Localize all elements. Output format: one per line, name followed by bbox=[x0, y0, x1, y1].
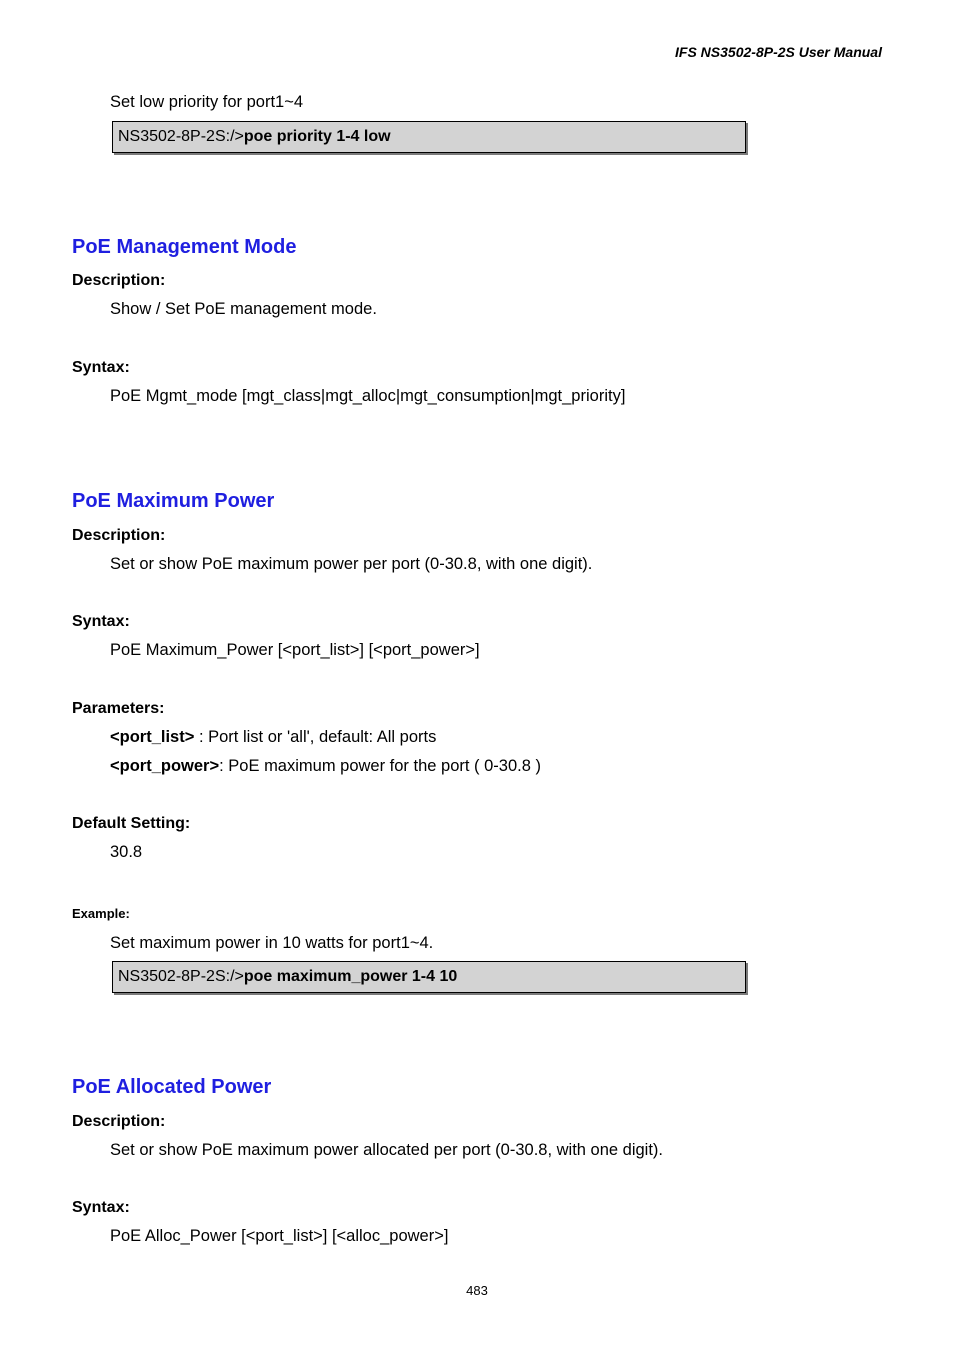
syntax-text: PoE Mgmt_mode [mgt_class|mgt_alloc|mgt_consumption|mgt_priority] bbox=[110, 387, 626, 405]
example-description: Set low priority for port1~4 bbox=[110, 93, 304, 111]
description-text: Set or show PoE maximum power per port (0-30.8, with one digit). bbox=[110, 555, 593, 573]
default-setting-label: Default Setting: bbox=[72, 815, 191, 832]
command-prompt: NS3502-8P-2S:/> bbox=[118, 968, 244, 985]
syntax-label: Syntax: bbox=[72, 359, 130, 376]
parameters-label: Parameters: bbox=[72, 700, 165, 717]
default-setting-value: 30.8 bbox=[110, 843, 143, 861]
description-label: Description: bbox=[72, 1113, 166, 1130]
parameter-name: <port_list> bbox=[110, 728, 195, 746]
syntax-text: PoE Maximum_Power [<port_list>] [<port_power>] bbox=[110, 641, 480, 659]
command-text: poe maximum_power 1-4 10 bbox=[243, 968, 458, 985]
page-number: 483 bbox=[466, 1283, 488, 1298]
syntax-label: Syntax: bbox=[72, 613, 130, 630]
parameter-port-power bbox=[110, 757, 541, 776]
description-text: Set or show PoE maximum power allocated per port (0-30.8, with one digit). bbox=[110, 1141, 664, 1159]
section-heading-maximum-power: PoE Maximum Power bbox=[72, 490, 275, 512]
description-label: Description: bbox=[72, 272, 166, 289]
parameter-port-list bbox=[110, 728, 436, 747]
command-box bbox=[112, 961, 746, 993]
syntax-label: Syntax: bbox=[72, 1199, 130, 1216]
example-label: Example: bbox=[72, 906, 130, 921]
command-box bbox=[112, 121, 746, 153]
section-heading-management-mode: PoE Management Mode bbox=[72, 236, 297, 258]
command-prompt: NS3502-8P-2S:/> bbox=[118, 128, 244, 145]
section-heading-allocated-power: PoE Allocated Power bbox=[72, 1076, 272, 1098]
description-text: Show / Set PoE management mode. bbox=[110, 300, 377, 318]
command-text: poe priority 1-4 low bbox=[243, 128, 391, 145]
parameter-description: : Port list or 'all', default: All ports bbox=[194, 728, 437, 746]
parameter-description: : PoE maximum power for the port ( 0-30.8 ) bbox=[219, 757, 541, 775]
page-header: IFS NS3502-8P-2S User Manual bbox=[675, 44, 882, 60]
syntax-text: PoE Alloc_Power [<port_list>] [<alloc_power>] bbox=[110, 1227, 449, 1245]
description-label: Description: bbox=[72, 527, 166, 544]
example-description: Set maximum power in 10 watts for port1~4. bbox=[110, 934, 434, 952]
parameter-name: <port_power> bbox=[110, 757, 220, 775]
